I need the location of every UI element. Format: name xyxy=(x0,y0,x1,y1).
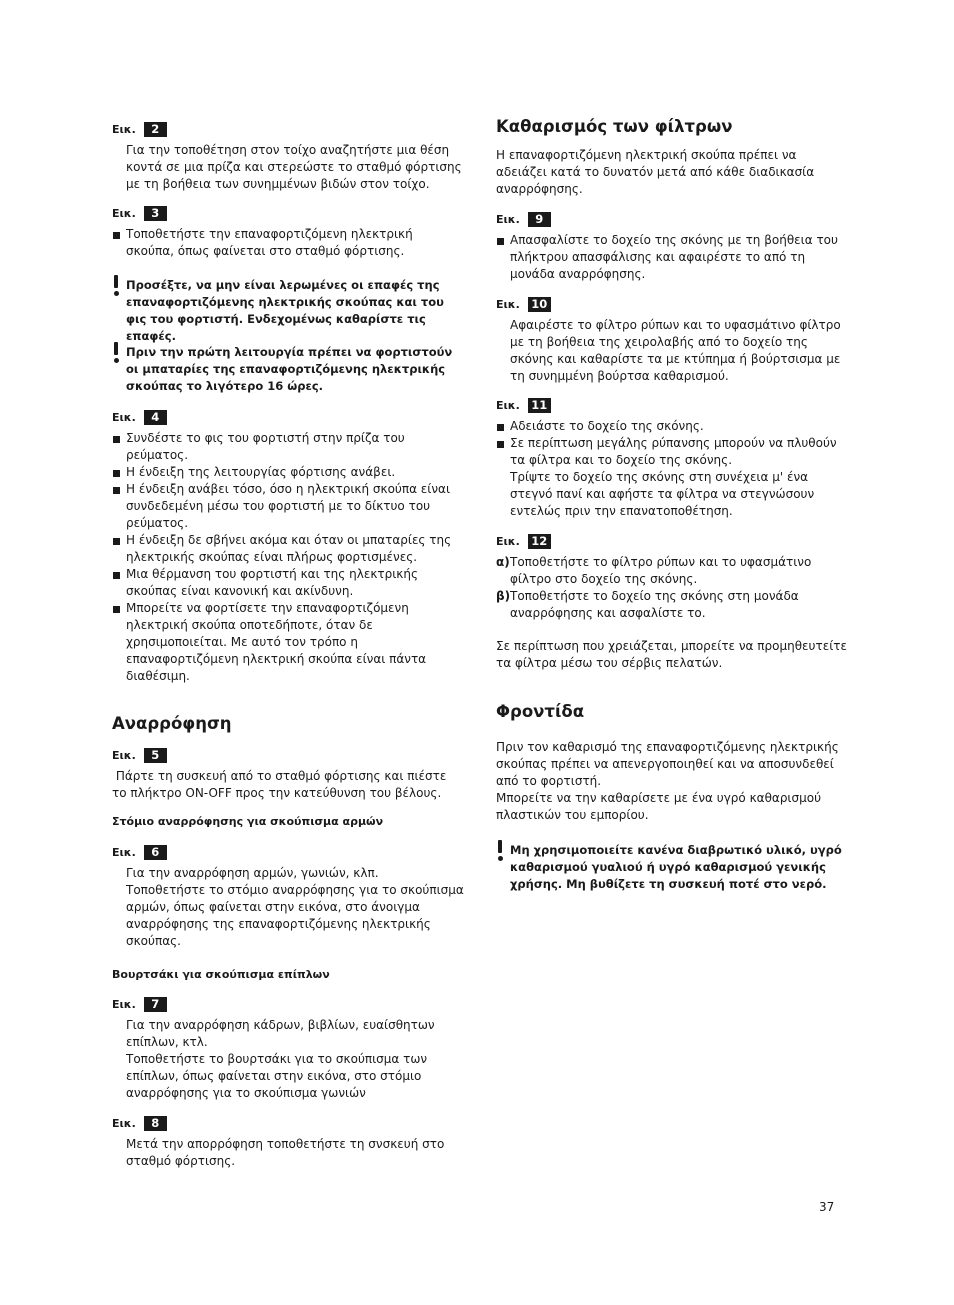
figure-ref: Εικ. 7 xyxy=(112,997,464,1012)
subheading-brush xyxy=(112,968,464,982)
subheading: Βουρτσάκι για σκούπισμα επίπλων xyxy=(112,968,330,981)
figure-3-block xyxy=(112,206,464,260)
step-marker: α) xyxy=(496,555,510,569)
figure-ref: Εικ. 9 xyxy=(496,212,848,227)
figure-9-block xyxy=(496,212,848,283)
list-item: Συνδέστε το φις του φορτιστή στην πρίζα του ρεύματος. xyxy=(112,430,464,464)
figure-number: 4 xyxy=(144,410,167,425)
figure-ref: Εικ. 2 xyxy=(112,122,464,137)
figure-11-block xyxy=(496,398,848,520)
list-item: Σε περίπτωση μεγάλης ρύπανσης μπορούν να πλυθούν τα φίλτρα και το δοχείο της σκόνης. xyxy=(496,435,848,469)
figure-12-block xyxy=(496,534,848,622)
warning-care xyxy=(496,842,848,893)
warning-first-charge xyxy=(112,344,464,395)
service-note xyxy=(496,638,848,672)
step-text: Τοποθετήστε το φίλτρο ρύπων και το υφασμάτινο φίλτρο στο δοχείο της σκόνης. xyxy=(510,555,812,586)
paragraph: Για την τοποθέτηση στον τοίχο αναζητήστε μια θέση κοντά σε μια πρίζα και στερεώστε το σταθμό φόρτισης με τη βοήθεια των συνημμένων βιδών στον τοίχο. xyxy=(126,143,462,191)
bullet-list xyxy=(496,418,848,469)
figure-ref: Εικ. 8 xyxy=(112,1116,464,1131)
step-item xyxy=(496,588,848,622)
subheading: Στόμιο αναρρόφησης για σκούπισμα αρμών xyxy=(112,815,384,828)
figure-number: 7 xyxy=(144,997,167,1012)
figure-ref: Εικ. 11 xyxy=(496,398,848,413)
figure-8-block xyxy=(112,1116,464,1170)
page-number: 37 xyxy=(819,1200,835,1214)
paragraph: Για την αναρρόφηση αρμών, γωνιών, κλπ. Τοποθετήστε το στόμιο αναρρόφησης για το σκούπισμα αρμών, όπως φαίνεται στην εικόνα, στο άνοιγμα αναρρόφησης της επαναφορτιζόμενης ηλεκτρικής σκούπας. xyxy=(126,866,464,948)
paragraph: Σε περίπτωση που χρειάζεται, μπορείτε να προμηθευτείτε τα φίλτρα μέσω του σέρβις πελατών. xyxy=(496,639,847,670)
figure-number: 11 xyxy=(528,398,551,413)
section-suction-heading xyxy=(112,714,464,734)
list-item: Απασφαλίστε το δοχείο της σκόνης με τη βοήθεια του πλήκτρου απασφάλισης και αφαιρέστε το από τη μονάδα αναρρόφησης. xyxy=(496,232,848,283)
warning-text: Πριν την πρώτη λειτουργία πρέπει να φορτιστούν οι μπαταρίες της επαναφορτιζόμενης ηλεκτρικής σκούπας το λιγότερο 16 ώρες. xyxy=(126,345,453,393)
step-list xyxy=(496,554,848,622)
warning-text: Μη χρησιμοποιείτε κανένα διαβρωτικό υλικό, υγρό καθαρισμού γυαλιού ή υγρό καθαρισμού γενικής χρήσης. Μη βυθίζετε τη συσκευή ποτέ στο νερό. xyxy=(510,843,842,891)
paragraph: Πάρτε τη συσκευή από το σταθμό φόρτισης και πιέστε το πλήκτρο ON-OFF προς την κατεύθυνση του βέλους. xyxy=(112,769,451,800)
section-care-heading xyxy=(496,702,848,722)
warning-icon xyxy=(112,342,121,366)
figure-10-block xyxy=(496,297,848,385)
paragraph: Αφαιρέστε το φίλτρο ρύπων και το υφασμάτινο φίλτρο με τη βοήθεια της χειρολαβής από το δοχείο της σκόνης και καθαρίστε τα με κτύπημα ή βούρτσισμα με τη συνημμένη βούρτσα καθαρισμού. xyxy=(510,318,841,383)
subheading-crevice xyxy=(112,815,464,829)
step-item xyxy=(496,554,848,588)
section-filters-heading xyxy=(496,117,848,137)
figure-6-block xyxy=(112,845,464,950)
list-item: Μια θέρμανση του φορτιστή και της ηλεκτρικής σκούπας είναι κανονική και ακίνδυνη. xyxy=(112,566,464,600)
bullet-list xyxy=(112,430,464,685)
section-heading: Αναρρόφηση xyxy=(112,714,232,733)
section-heading: Φροντίδα xyxy=(496,702,585,721)
figure-ref: Εικ. 4 xyxy=(112,410,464,425)
figure-number: 5 xyxy=(144,748,167,763)
filters-intro xyxy=(496,147,848,198)
figure-number: 6 xyxy=(144,845,167,860)
step-text: Τοποθετήστε το δοχείο της σκόνης στη μονάδα αναρρόφησης και ασφαλίστε το. xyxy=(510,589,799,620)
figure-7-block xyxy=(112,997,464,1102)
paragraph: Η επαναφορτιζόμενη ηλεκτρική σκούπα πρέπει να αδειάζει κατά το δυνατόν μετά από κάθε διαδικασία αναρρόφησης. xyxy=(496,148,815,196)
warning-contacts xyxy=(112,277,464,345)
figure-ref: Εικ. 3 xyxy=(112,206,464,221)
list-item: Μπορείτε να φορτίσετε την επαναφορτιζόμενη ηλεκτρική σκούπα οποτεδήποτε, όταν δε χρησιμοποιείται. Με αυτό τον τρόπο η επαναφορτιζόμενη ηλεκτρική σκούπα είναι πάντα διαθέσιμη. xyxy=(112,600,464,685)
figure-5-block xyxy=(112,748,464,802)
list-item: Η ένδειξη ανάβει τόσο, όσο η ηλεκτρική σκούπα είναι συνδεδεμένη μέσω του φορτιστή με το δίκτυο του ρεύματος. xyxy=(112,481,464,532)
figure-ref: Εικ. 5 xyxy=(112,748,464,763)
figure-ref: Εικ. 6 xyxy=(112,845,464,860)
care-text xyxy=(496,739,848,824)
list-item: Τοποθετήστε την επαναφορτιζόμενη ηλεκτρική σκούπα, όπως φαίνεται στο σταθμό φόρτισης. xyxy=(112,226,464,260)
step-marker: β) xyxy=(496,589,511,603)
paragraph: Πριν τον καθαρισμό της επαναφορτιζόμενης ηλεκτρικής σκούπας πρέπει να απενεργοποιηθεί και να αποσυνδεθεί από το φορτιστή. Μπορείτε να την καθαρίσετε με ένα υγρό καθαρισμού πλαστικών του εμπορίου. xyxy=(496,740,839,822)
figure-ref: Εικ. 12 xyxy=(496,534,848,549)
figure-2-block xyxy=(112,122,464,193)
figure-number: 2 xyxy=(144,122,167,137)
figure-number: 8 xyxy=(144,1116,167,1131)
warning-text: Προσέξτε, να μην είναι λερωμένες οι επαφές της επαναφορτιζόμενης ηλεκτρικής σκούπας και του φις του φορτιστή. Ενδεχομένως καθαρίστε τις επαφές. xyxy=(126,278,444,343)
figure-ref: Εικ. 10 xyxy=(496,297,848,312)
paragraph: Τρίψτε το δοχείο της σκόνης στη συνέχεια μ' ένα στεγνό πανί και αφήστε τα φίλτρα να στεγνώσουν εντελώς πριν την επανατοποθέτηση. xyxy=(510,470,815,518)
warning-icon xyxy=(112,275,121,299)
paragraph: Μετά την απορρόφηση τοποθετήστε τη σνσκευή στο σταθμό φόρτισης. xyxy=(126,1137,445,1168)
list-item: Η ένδειξη δε σβήνει ακόμα και όταν οι μπαταρίες της ηλεκτρικής σκούπας είναι πλήρως φορτισμένες. xyxy=(112,532,464,566)
figure-number: 10 xyxy=(528,297,551,312)
section-heading: Καθαρισμός των φίλτρων xyxy=(496,117,733,136)
list-item: Η ένδειξη της λειτουργίας φόρτισης ανάβει. xyxy=(112,464,464,481)
figure-4-block xyxy=(112,410,464,685)
warning-icon xyxy=(496,840,505,864)
paragraph: Για την αναρρόφηση κάδρων, βιβλίων, ευαίσθητων επίπλων, κτλ. Τοποθετήστε το βουρτσάκι για το σκούπισμα των επίπλων, όπως φαίνεται στην εικόνα, στο στόμιο αναρρόφησης για το σκούπισμα γωνιών xyxy=(126,1018,435,1100)
list-item: Αδειάστε το δοχείο της σκόνης. xyxy=(496,418,848,435)
figure-number: 3 xyxy=(144,206,167,221)
figure-number: 12 xyxy=(528,534,551,549)
figure-number: 9 xyxy=(528,212,551,227)
